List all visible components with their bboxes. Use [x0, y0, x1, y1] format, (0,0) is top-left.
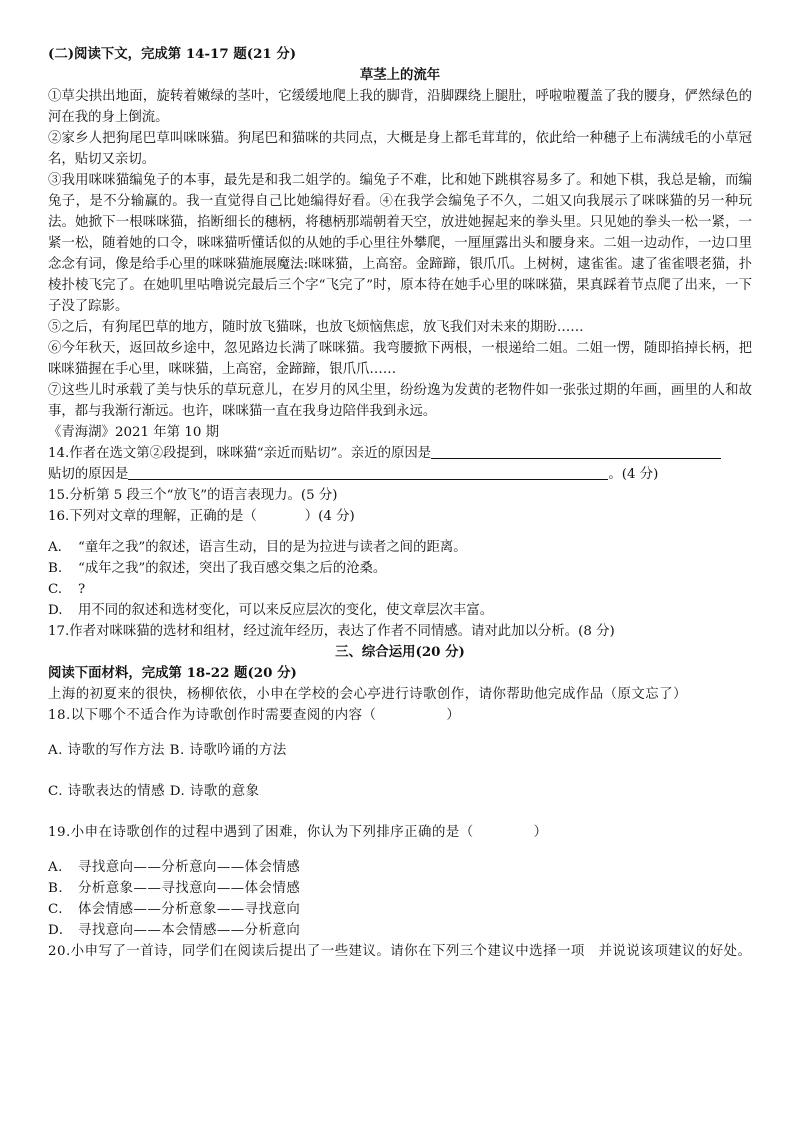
paragraph-7: ⑦这些儿时承载了美与快乐的草玩意儿，在岁月的风尘里，纷纷逸为发黄的老物件如一张张过期的年画，画里的人和故事，都与我渐行渐远。也许，咪咪猫一直在我身边陪伴我到永远。	[48, 383, 752, 419]
article-title: 草茎上的流年	[359, 67, 441, 83]
question-14-prefix: 14.作者在选文第②段提到，咪咪猫“亲近而贴切”。亲近的原因是	[48, 446, 432, 461]
paragraph-5: ⑤之后，有狗尾巴草的地方，随时放飞猫咪，也放飞烦恼焦虑，放飞我们对未来的期盼……	[48, 320, 584, 335]
paragraph-3: ③我用咪咪猫编兔子的本事，最先是和我二姐学的。编兔子不难，比和她下跳棋容易多了。和她下棋，我总是输，而编兔子，是不分输赢的。我一直觉得自己比她编得好看。④在我学会编兔子不久，二姐又向我展示了咪咪猫的另一种玩法。她掀下一根咪咪猫，掐断细长的穗柄，将穗柄那端朝着天空，放进她握起来的拳头里。只见她的拳头一松一紧，一紧一松，随着她的口令，咪咪猫听懂话似的从她的手心里往外攀爬，一厘厘露出头和腰身来。二姐一边动作，一边口里念念有词，像是给手心里的咪咪猫施展魔法:咪咪猫，上高窑。金蹄蹄，银爪爪。上树树，逮雀雀。逮了雀雀喂老猫，扑棱扑棱飞完了。在她叽里咕噜说完最后三个字“飞完了”时，原本待在她手心里的咪咪猫，果真踩着节点爬了出来，一下子没了踪影。	[48, 173, 752, 314]
paragraph-6: ⑥今年秋天，返回故乡途中，忽见路边长满了咪咪猫。我弯腰掀下两根，一根递给二姐。二姐一愣，随即掐掉长柄，把咪咪猫握在手心里，咪咪猫，上高窑，金蹄蹄，银爪爪……	[48, 341, 752, 377]
question-20: 20.小申写了一首诗，同学们在阅读后提出了一些建议。请你在下列三个建议中选择一项 并说说该项建议的好处。	[48, 944, 752, 959]
exam-page	[48, 44, 752, 962]
question-18-stem: 18.以下哪个不适合作为诗歌创作时需要查阅的内容（ ）	[48, 708, 461, 723]
question-16-option-c: C. ?	[48, 582, 86, 597]
question-16-option-d: D. 用不同的叙述和选材变化，可以来反应层次的变化，使文章层次丰富。	[48, 603, 494, 618]
question-19-option-b: B. 分析意象——寻找意向——体会情感	[48, 881, 301, 896]
question-17: 17.作者对咪咪猫的选材和组材，经过流年经历，表达了作者不同情感。请对此加以分析。(8 分)	[48, 624, 615, 639]
paragraph-2: ②家乡人把狗尾巴草叫咪咪猫。狗尾巴和猫咪的共同点，大概是身上都毛茸茸的，依此给一种穗子上布满绒毛的小草冠名，贴切又亲切。	[48, 131, 752, 167]
paragraph-1: ①草尖拱出地面，旋转着嫩绿的茎叶，它缓缓地爬上我的脚背，沿脚踝绕上腿肚，呼啦啦覆盖了我的腰身，俨然绿色的河在我的身上倒流。	[48, 89, 752, 125]
question-19-stem: 19.小申在诗歌创作的过程中遇到了困难，你认为下列排序正确的是（ ）	[48, 825, 548, 840]
section2-heading: (二)阅读下文，完成第 14-17 题(21 分)	[48, 46, 297, 62]
question-14-line2	[48, 464, 752, 485]
question-16-option-a: A. “童年之我”的叙述，语言生动，目的是为拉进与读者之间的距离。	[48, 540, 467, 555]
question-16-option-b: B. “成年之我”的叙述，突出了我百感交集之后的沧桑。	[48, 561, 387, 576]
question-14-prefix2: 贴切的原因是	[48, 467, 129, 482]
question-19-option-a: A. 寻找意向——分析意向——体会情感	[48, 860, 301, 875]
question-16-stem-b: ）(4 分)	[304, 509, 355, 524]
question-14-line1	[48, 443, 752, 464]
question-19-option-d: D. 寻找意向——本会情感——分析意向	[48, 923, 301, 938]
question-16-stem	[48, 506, 752, 527]
question-18-options-row2: C. 诗歌表达的情感 D. 诗歌的意象	[48, 784, 260, 799]
section3-heading: 三、综合运用(20 分)	[335, 644, 465, 660]
question-18-options-row1: A. 诗歌的写作方法 B. 诗歌吟诵的方法	[48, 743, 287, 758]
material-heading: 阅读下面材料，完成第 18-22 题(20 分)	[48, 665, 297, 681]
question-14-score: 。(4 分)	[608, 467, 659, 482]
question-15: 15.分析第 5 段三个“放飞”的语言表现力。(5 分)	[48, 488, 338, 503]
answer-blank-14a[interactable]	[431, 444, 721, 459]
answer-blank-14b[interactable]	[128, 465, 608, 480]
question-19-option-c: C. 体会情感——分析意象——寻找意向	[48, 902, 301, 917]
article-source: 《青海湖》2021 年第 10 期	[48, 425, 220, 440]
material-text: 上海的初夏来的很快，杨柳依依，小申在学校的会心亭进行诗歌创作，请你帮助他完成作品（原文忘了）	[48, 687, 687, 702]
question-16-stem-a: 16.下列对文章的理解，正确的是（	[48, 509, 257, 524]
